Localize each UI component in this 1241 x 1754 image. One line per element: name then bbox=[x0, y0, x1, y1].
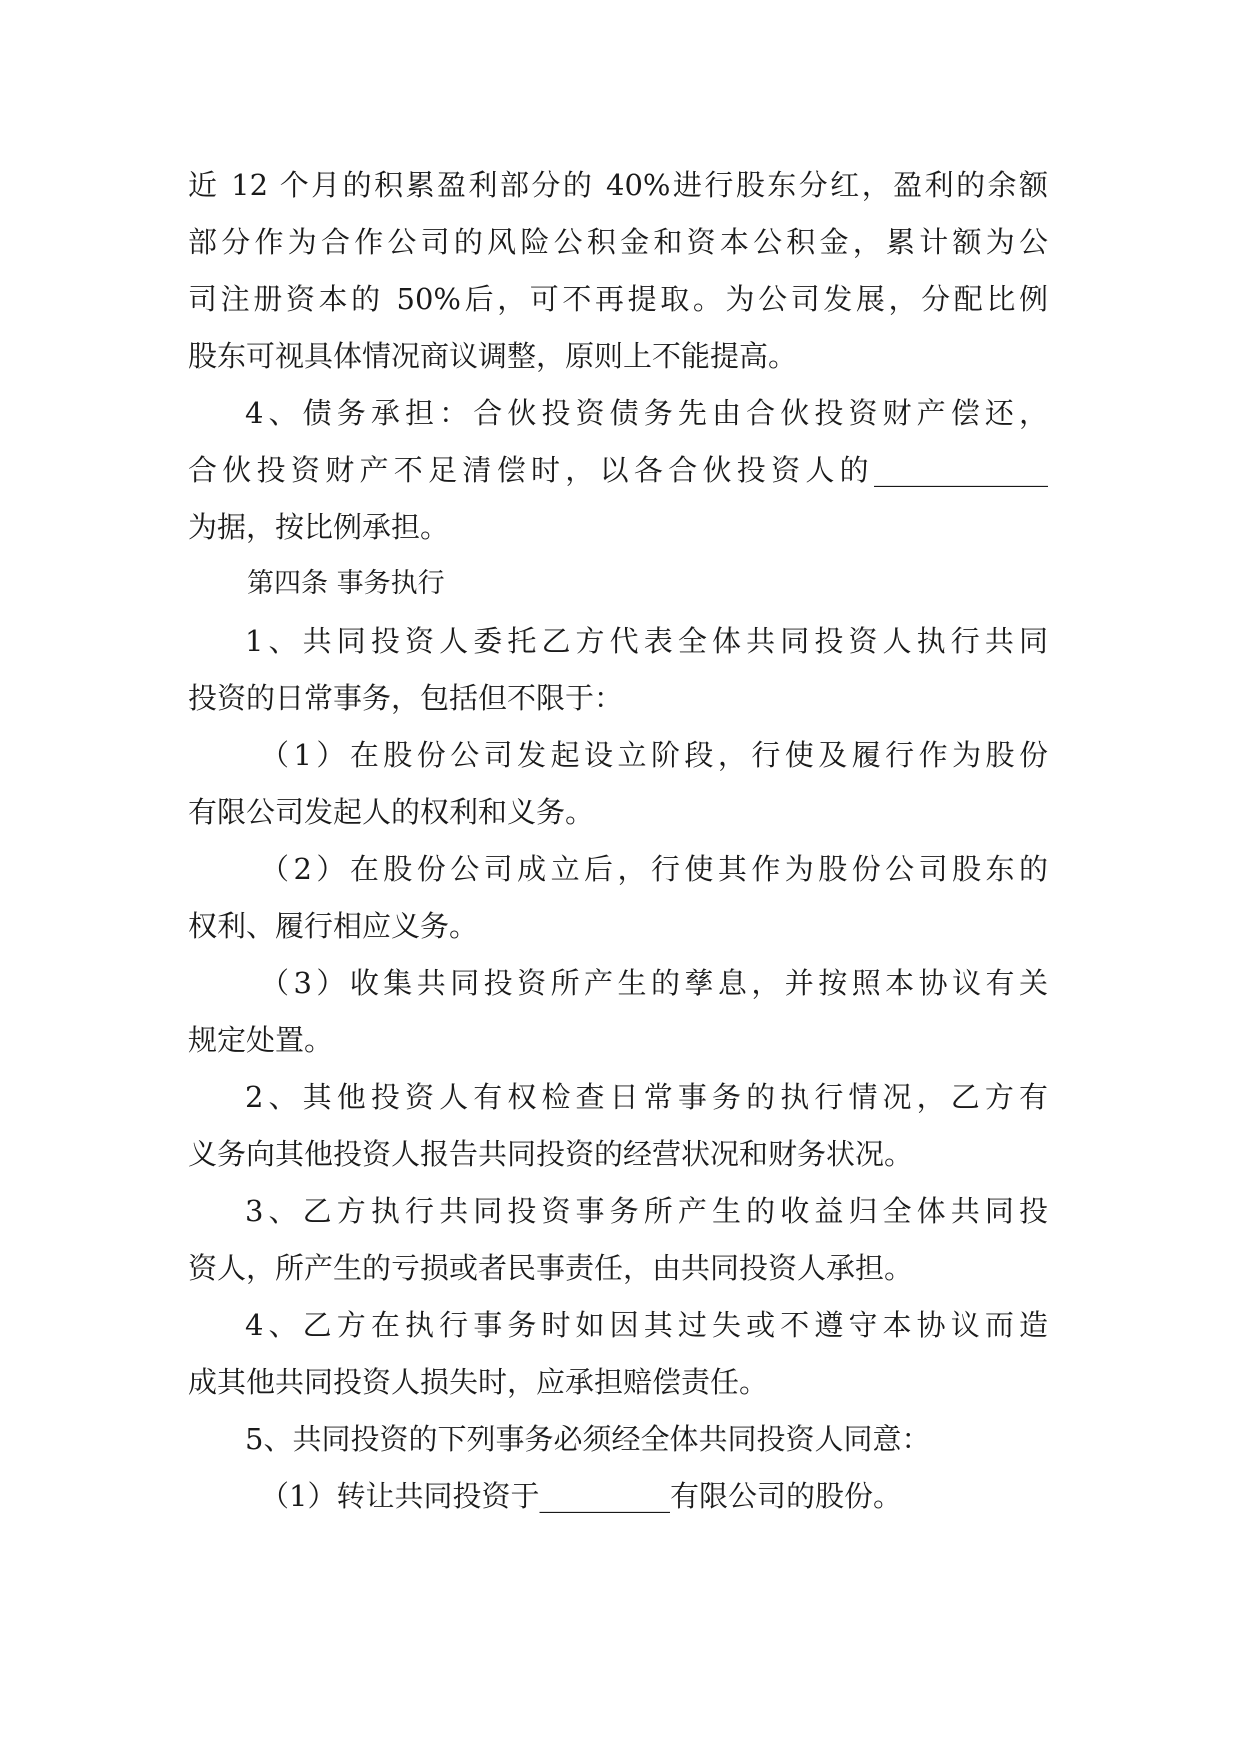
text-line: 5、共同投资的下列事务必须经全体共同投资人同意： bbox=[245, 1422, 931, 1456]
text-line: 资人，所产生的亏损或者民事责任，由共同投资人承担。 bbox=[188, 1251, 914, 1285]
text-line: 有限公司发起人的权利和义务。 bbox=[188, 795, 595, 829]
text-line: （1）转让共同投资于_________有限公司的股份。 bbox=[260, 1479, 902, 1513]
text-line: 2、其他投资人有权检查日常事务的执行情况，乙方有 bbox=[245, 1080, 1048, 1114]
text-line: 3、乙方执行共同投资事务所产生的收益归全体共同投 bbox=[245, 1194, 1048, 1228]
text-line: 义务向其他投资人报告共同投资的经营状况和财务状况。 bbox=[188, 1137, 914, 1171]
text-line: 合伙投资财产不足清偿时，以各合伙投资人的____________ bbox=[188, 453, 1048, 487]
text-line: 1、共同投资人委托乙方代表全体共同投资人执行共同 bbox=[245, 624, 1048, 658]
text-line: 投资的日常事务，包括但不限于： bbox=[188, 681, 624, 715]
text-line: 部分作为合作公司的风险公积金和资本公积金，累计额为公 bbox=[188, 225, 1048, 259]
text-line: （1）在股份公司发起设立阶段，行使及履行作为股份 bbox=[260, 738, 1048, 772]
text-line: （2）在股份公司成立后，行使其作为股份公司股东的 bbox=[260, 852, 1048, 886]
text-line: （3）收集共同投资所产生的孳息，并按照本协议有关 bbox=[260, 966, 1048, 1000]
text-line: 规定处置。 bbox=[188, 1023, 334, 1057]
text-line: 股东可视具体情况商议调整，原则上不能提高。 bbox=[188, 339, 798, 373]
text-line: 成其他共同投资人损失时，应承担赔偿责任。 bbox=[188, 1365, 769, 1399]
text-line: 权利、履行相应义务。 bbox=[188, 909, 479, 943]
text-line: 4、乙方在执行事务时如因其过失或不遵守本协议而造 bbox=[245, 1308, 1048, 1342]
text-line: 为据，按比例承担。 bbox=[188, 510, 450, 544]
text-line: 司注册资本的 50%后，可不再提取。为公司发展，分配比例 bbox=[188, 282, 1048, 316]
section-heading: 第四条 事务执行 bbox=[247, 568, 445, 599]
text-line: 4、债务承担：合伙投资债务先由合伙投资财产偿还， bbox=[245, 396, 1048, 430]
text-line: 近 12 个月的积累盈利部分的 40%进行股东分红，盈利的余额 bbox=[188, 168, 1048, 202]
